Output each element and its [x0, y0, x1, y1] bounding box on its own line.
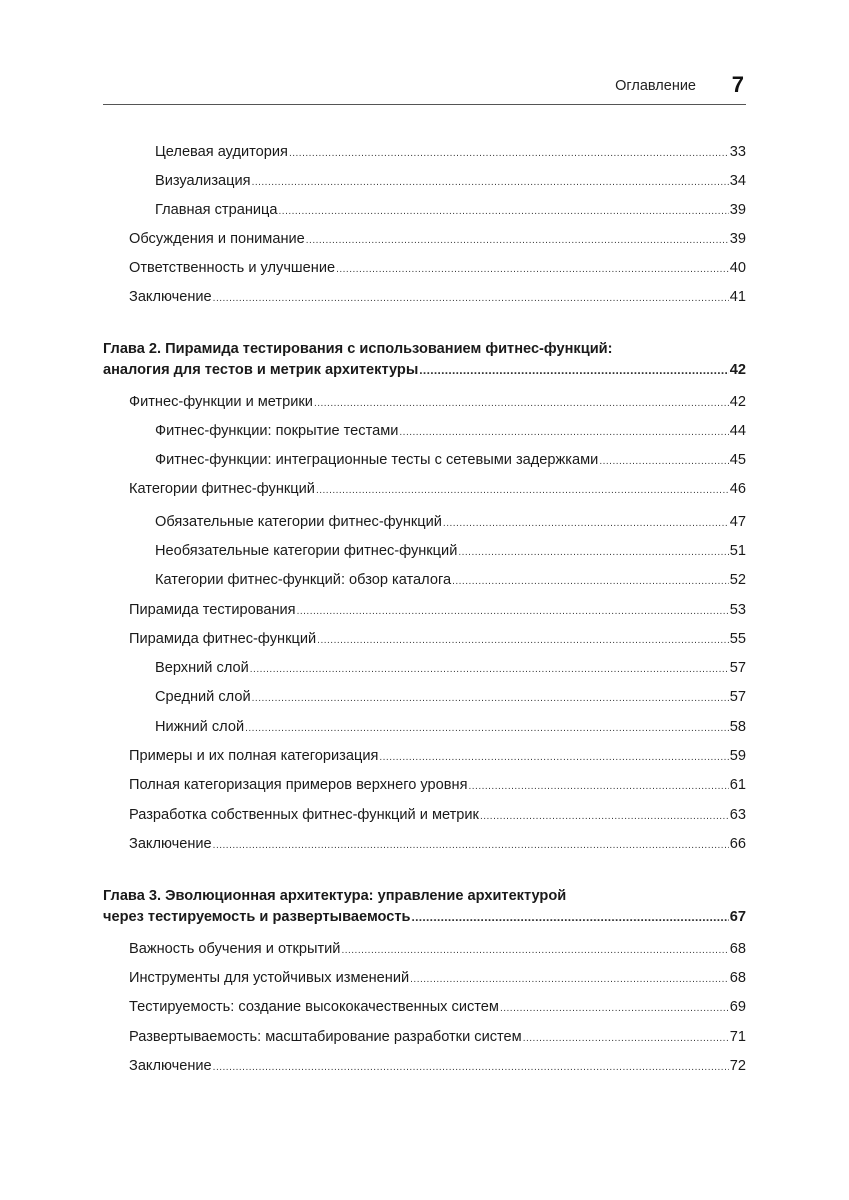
dot-leader [443, 515, 729, 533]
dot-leader [399, 424, 728, 442]
toc-entry-page: 45 [729, 452, 746, 468]
toc-entry[interactable] [129, 940, 746, 960]
chapter-3-entry[interactable] [103, 908, 746, 926]
dot-leader [279, 203, 729, 221]
chapter-3-title-line1[interactable]: Глава 3. Эволюционная архитектура: управление архитектурой [103, 888, 567, 904]
toc-entry-page: 47 [729, 514, 746, 530]
toc-entry[interactable] [129, 998, 746, 1018]
toc-entry[interactable] [155, 659, 746, 679]
dot-leader [252, 174, 729, 192]
toc-entry[interactable] [129, 288, 746, 308]
toc-entry-title: Важность обучения и открытий [129, 941, 341, 957]
toc-entry-page: 42 [729, 394, 746, 410]
toc-entry-page: 53 [729, 602, 746, 618]
chapter-2-entry[interactable] [103, 361, 746, 379]
dot-leader [252, 690, 729, 708]
toc-entry-page: 51 [729, 543, 746, 559]
dot-leader [245, 720, 729, 738]
toc-entry-title: Инструменты для устойчивых изменений [129, 970, 410, 986]
toc-entry-title: Разработка собственных фитнес-функций и метрик [129, 807, 479, 823]
toc-entry[interactable] [155, 542, 746, 562]
chapter-3-page: 67 [729, 909, 746, 925]
toc-entry-title: Пирамида фитнес-функций [129, 631, 317, 647]
dot-leader [306, 232, 729, 250]
toc-entry-page: 68 [729, 970, 746, 986]
toc-entry[interactable] [129, 393, 746, 413]
toc-entry-title: Главная страница [155, 202, 278, 218]
dot-leader [289, 145, 729, 163]
toc-entry-title: Развертываемость: масштабирование разработки систем [129, 1029, 522, 1045]
dot-leader [480, 808, 729, 826]
toc-entry[interactable] [129, 776, 746, 796]
dot-leader [412, 908, 729, 926]
dot-leader [317, 632, 729, 650]
toc-entry-page: 61 [729, 777, 746, 793]
chapter-3-title-line2: через тестируемость и развертываемость [103, 909, 411, 925]
toc-entry-title: Необязательные категории фитнес-функций [155, 543, 458, 559]
dot-leader [500, 1000, 729, 1018]
toc-entry[interactable] [155, 451, 746, 471]
toc-entry-title: Нижний слой [155, 719, 245, 735]
toc-entry-title: Фитнес-функции: интеграционные тесты с сетевыми задержками [155, 452, 599, 468]
toc-entry-page: 63 [729, 807, 746, 823]
dot-leader [452, 573, 729, 591]
toc-entry[interactable] [129, 806, 746, 826]
dot-leader [316, 482, 729, 500]
chapter-2-page: 42 [729, 362, 746, 378]
toc-entry-title: Обязательные категории фитнес-функций [155, 514, 442, 530]
toc-entry-page: 55 [729, 631, 746, 647]
toc-entry-title: Заключение [129, 1058, 212, 1074]
toc-entry[interactable] [155, 718, 746, 738]
page-number: 7 [731, 72, 744, 97]
toc-entry[interactable] [129, 835, 746, 855]
toc-entry-page: 33 [729, 144, 746, 160]
toc-entry-title: Визуализация [155, 173, 251, 189]
toc-entry-title: Обсуждения и понимание [129, 231, 305, 247]
toc-entry-page: 68 [729, 941, 746, 957]
toc-entry-title: Фитнес-функции: покрытие тестами [155, 423, 399, 439]
dot-leader [336, 261, 729, 279]
dot-leader [523, 1030, 729, 1048]
toc-entry[interactable] [155, 172, 746, 192]
dot-leader [213, 1059, 729, 1077]
toc-entry[interactable] [129, 601, 746, 621]
toc-entry-page: 71 [729, 1029, 746, 1045]
toc-entry-title: Заключение [129, 289, 212, 305]
chapter-2-title-line1[interactable]: Глава 2. Пирамида тестирования с использованием фитнес-функций: [103, 341, 613, 357]
toc-entry-title: Категории фитнес-функций [129, 481, 315, 497]
toc-entry-page: 57 [729, 689, 746, 705]
dot-leader [297, 603, 729, 621]
toc-entry[interactable] [129, 630, 746, 650]
toc-entry[interactable] [129, 1057, 746, 1077]
toc-entry-page: 41 [729, 289, 746, 305]
dot-leader [314, 395, 729, 413]
toc-entry-page: 40 [729, 260, 746, 276]
running-header-section: Оглавление [615, 78, 696, 94]
dot-leader [410, 971, 729, 989]
toc-entry-page: 46 [729, 481, 746, 497]
dot-leader [213, 837, 729, 855]
toc-entry-page: 44 [729, 423, 746, 439]
dot-leader [213, 290, 729, 308]
toc-entry-page: 39 [729, 202, 746, 218]
toc-entry-title: Пирамида тестирования [129, 602, 296, 618]
toc-entry-page: 39 [729, 231, 746, 247]
toc-entry-title: Категории фитнес-функций: обзор каталога [155, 572, 452, 588]
dot-leader [250, 661, 729, 679]
toc-entry-title: Верхний слой [155, 660, 249, 676]
toc-entry[interactable] [155, 688, 746, 708]
toc-entry-page: 34 [729, 173, 746, 189]
dot-leader [599, 453, 728, 471]
toc-entry-title: Целевая аудитория [155, 144, 288, 160]
toc-entry-title: Фитнес-функции и метрики [129, 394, 313, 410]
dot-leader [468, 778, 728, 796]
toc-entry[interactable] [129, 230, 746, 250]
toc-entry[interactable] [129, 259, 746, 279]
toc-entry-title: Заключение [129, 836, 212, 852]
toc-entry[interactable] [129, 1028, 746, 1048]
toc-entry[interactable] [129, 969, 746, 989]
chapter-2-title-line2: аналогия для тестов и метрик архитектуры [103, 362, 419, 378]
toc-entry-page: 52 [729, 572, 746, 588]
dot-leader [379, 749, 728, 767]
toc-entry-page: 59 [729, 748, 746, 764]
toc-entry-page: 69 [729, 999, 746, 1015]
toc-entry[interactable] [129, 480, 746, 500]
toc-entry-title: Примеры и их полная категоризация [129, 748, 379, 764]
toc-entry[interactable] [155, 571, 746, 591]
toc-entry[interactable] [155, 513, 746, 533]
dot-leader [341, 942, 728, 960]
toc-entry-title: Полная категоризация примеров верхнего уровня [129, 777, 468, 793]
toc-entry[interactable] [129, 747, 746, 767]
toc-entry-page: 57 [729, 660, 746, 676]
toc-entry[interactable] [155, 143, 746, 163]
toc-entry-title: Ответственность и улучшение [129, 260, 336, 276]
dot-leader [458, 544, 728, 562]
toc-entry-page: 58 [729, 719, 746, 735]
toc-entry-title: Тестируемость: создание высококачественных систем [129, 999, 499, 1015]
toc-entry[interactable] [155, 201, 746, 221]
toc-entry-page: 66 [729, 836, 746, 852]
toc-entry-title: Средний слой [155, 689, 251, 705]
toc-entry-page: 72 [729, 1058, 746, 1074]
dot-leader [419, 361, 728, 379]
toc-entry[interactable] [155, 422, 746, 442]
running-header [103, 70, 746, 105]
